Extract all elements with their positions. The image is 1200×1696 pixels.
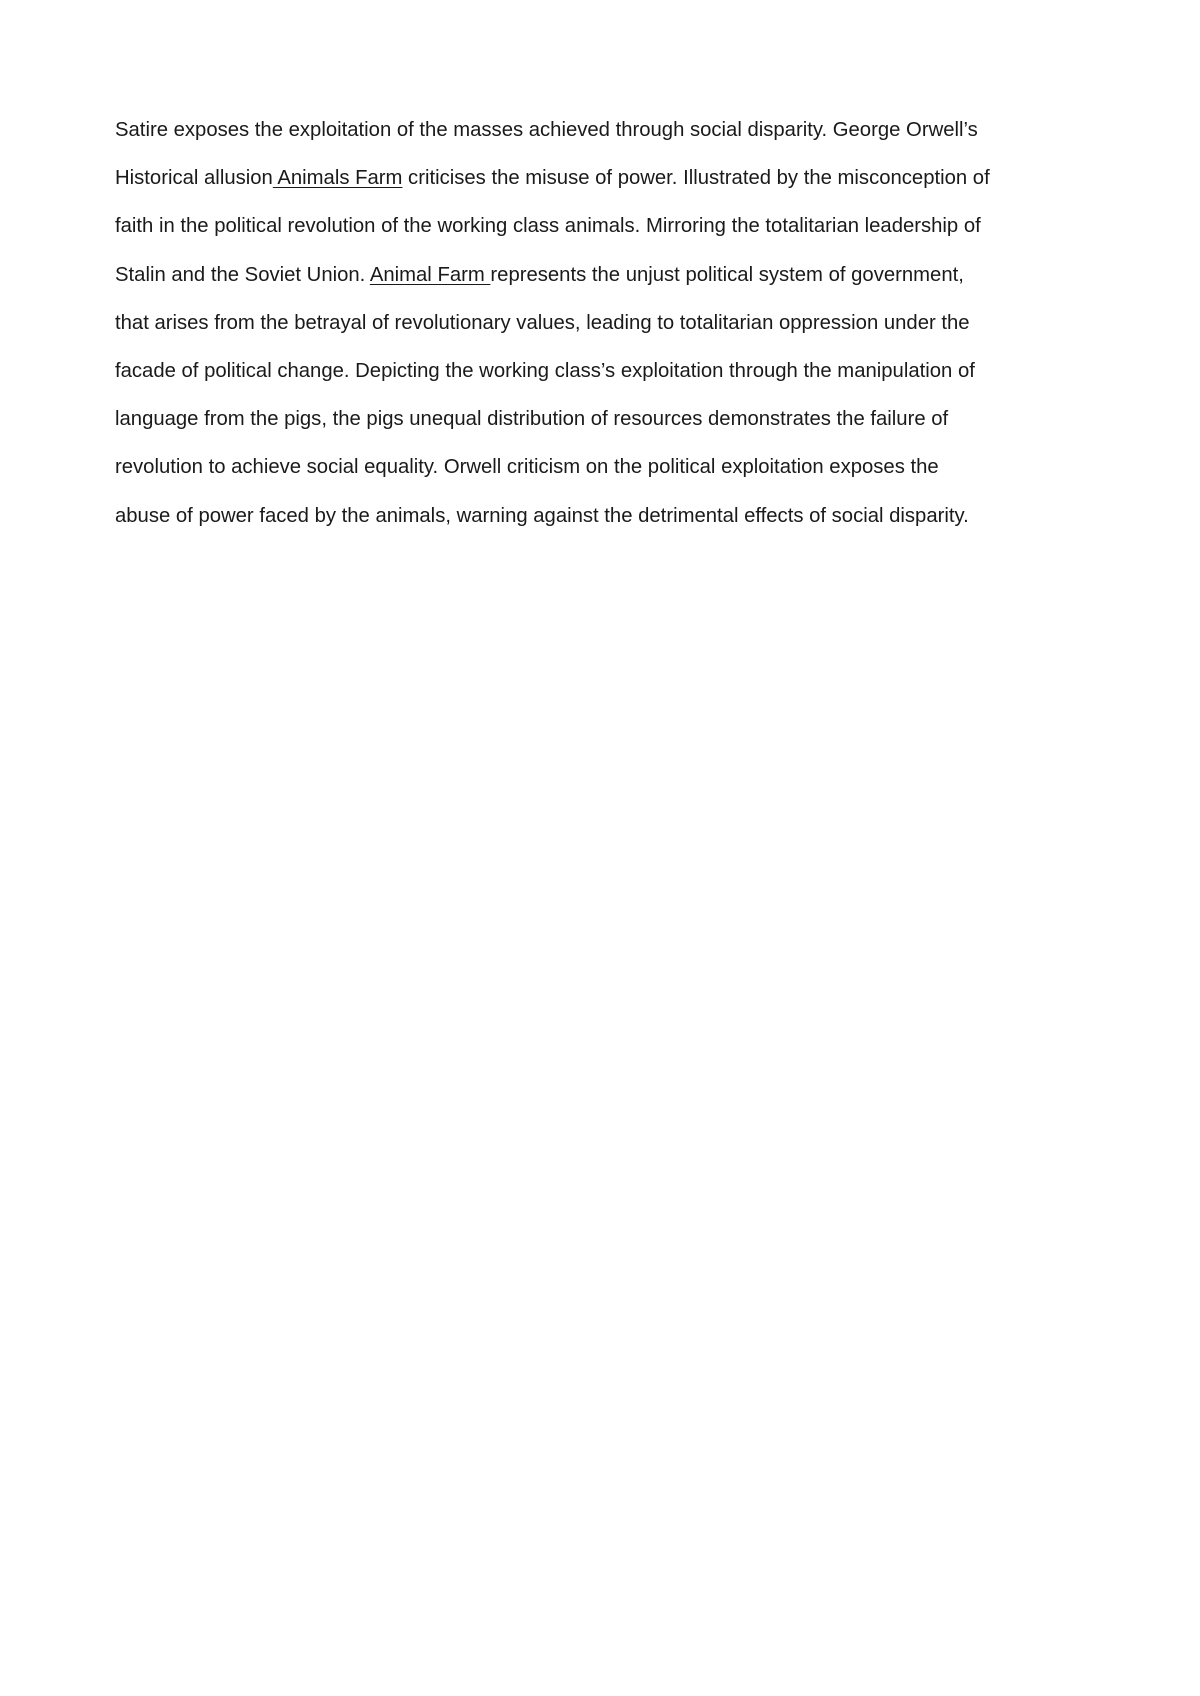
book-title-underlined: Animals Farm bbox=[272, 167, 403, 190]
paragraph-line-3: faith in the political revolution of the working class animals. Mirroring the totalitarian leadership of bbox=[115, 215, 981, 238]
paragraph-text: represents the unjust political system of government, bbox=[490, 263, 964, 286]
paragraph-text: Historical allusion bbox=[115, 167, 273, 190]
paragraph-line-6: facade of political change. Depicting the working class’s exploitation through the manipulation of bbox=[115, 359, 975, 382]
paragraph-line-9: abuse of power faced by the animals, warning against the detrimental effects of social disparity. bbox=[115, 504, 969, 527]
paragraph-line-2 bbox=[115, 154, 1115, 202]
paragraph-line-7: language from the pigs, the pigs unequal distribution of resources demonstrates the failure of bbox=[115, 408, 949, 431]
paragraph-text: criticises the misuse of power. Illustrated by the misconception of bbox=[402, 167, 990, 190]
paragraph-line-1: Satire exposes the exploitation of the masses achieved through social disparity. George Orwell’s bbox=[115, 119, 978, 141]
book-title-underlined: Animal Farm bbox=[369, 263, 491, 286]
paragraph-line-4 bbox=[115, 251, 1115, 299]
paragraph-line-5: that arises from the betrayal of revolutionary values, leading to totalitarian oppression under the bbox=[115, 311, 970, 334]
essay-paragraph bbox=[115, 106, 1115, 540]
paragraph-text: Stalin and the Soviet Union. bbox=[115, 263, 370, 286]
paragraph-line-8: revolution to achieve social equality. Orwell criticism on the political exploitation exposes the bbox=[115, 456, 939, 479]
